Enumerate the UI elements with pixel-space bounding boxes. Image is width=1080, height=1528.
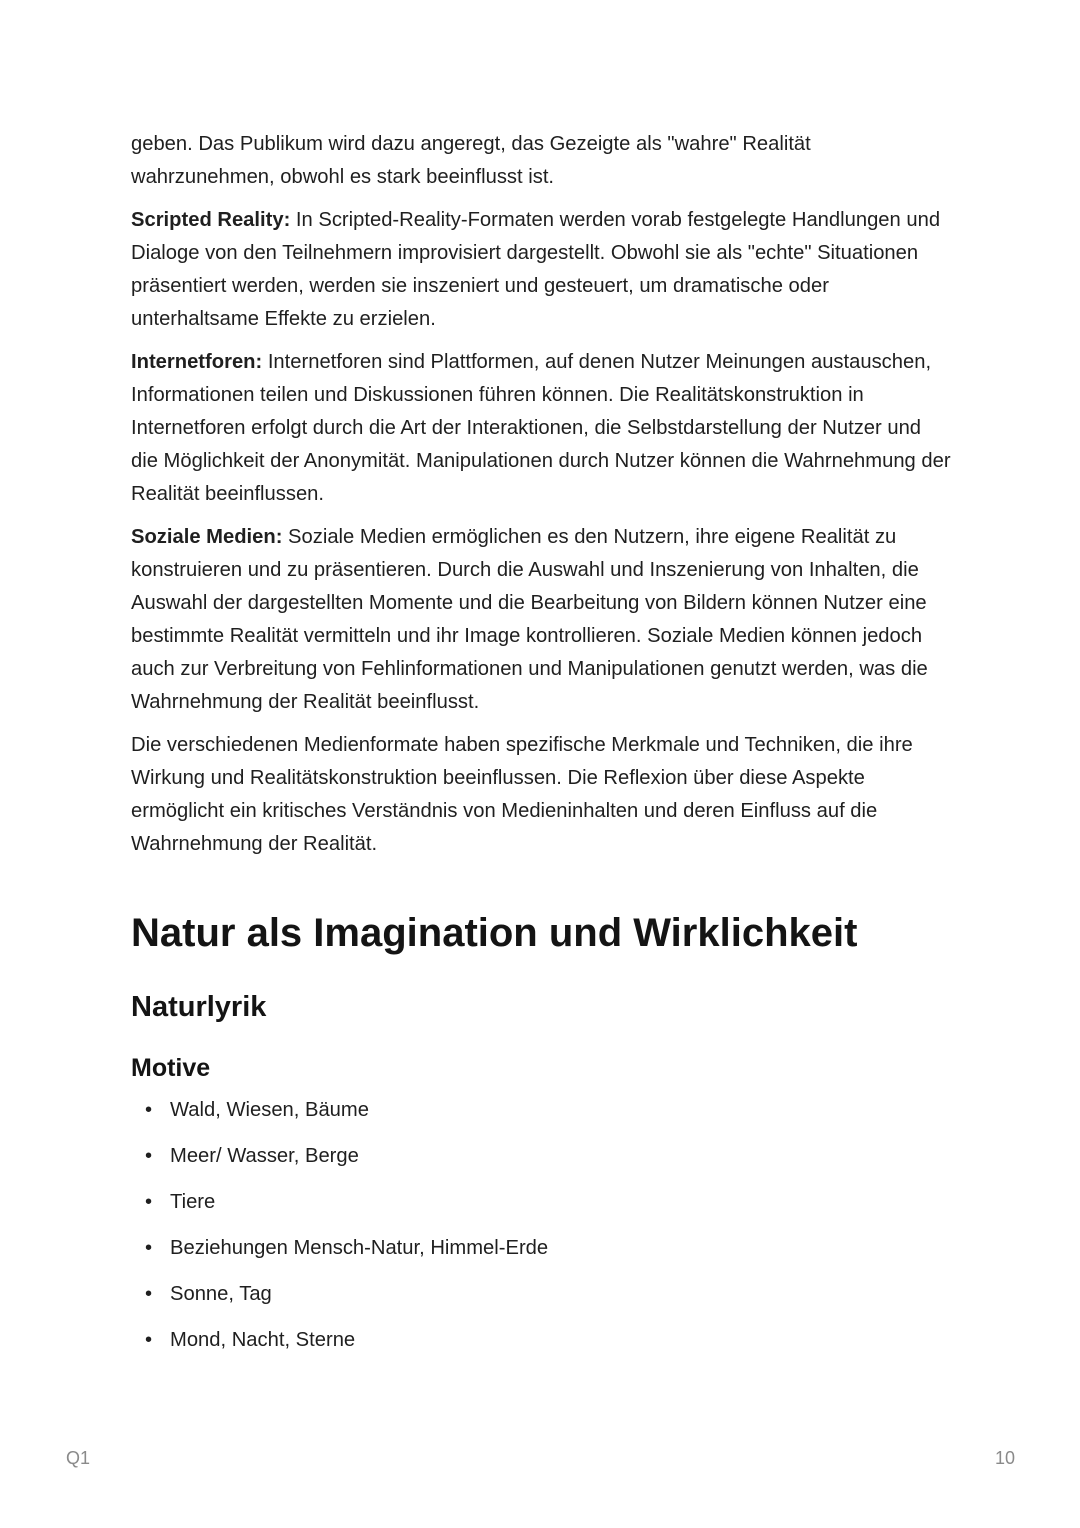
motive-list — [131, 1097, 951, 1353]
page-number: 10 — [994, 1448, 1015, 1468]
list-item — [131, 1097, 951, 1123]
page-content — [131, 128, 951, 1373]
footer-section-label: Q1 — [66, 1448, 91, 1468]
list-item — [131, 1327, 951, 1353]
paragraph-text: Soziale Medien ermöglichen es den Nutzern, ihre eigene Realität zu konstruieren und zu präsentieren. Durch die Auswahl und Inszenierung von Inhalten, die Auswahl der dargestellten Momente und die Bearbeitung von Bildern können Nutzer eine bestimmte Realität vermitteln und ihr Image kontrollieren. Soziale Medien können jedoch auch zur Verbreitung von Fehlinformationen und Manipulationen genutzt werden, was die Wahrnehmung der Realität beeinflusst. — [131, 526, 928, 713]
subsubsection-heading: Motive — [131, 1054, 211, 1082]
list-item-text: Sonne, Tag — [170, 1283, 272, 1305]
list-item-text: Beziehungen Mensch-Natur, Himmel-Erde — [170, 1237, 549, 1259]
bullet-icon: • — [145, 1145, 153, 1167]
bullet-icon: • — [145, 1099, 153, 1121]
paragraph-intro — [131, 128, 951, 194]
bullet-icon: • — [145, 1237, 153, 1259]
list-item-text: Tiere — [170, 1191, 216, 1213]
paragraph-summary — [131, 729, 951, 861]
paragraph-text: In Scripted-Reality-Formaten werden vorab festgelegte Handlungen und Dialoge von den Teilnehmern improvisiert dargestellt. Obwohl sie als "echte" Situationen präsentiert werden, werden sie inszeniert und gesteuert, um dramatische oder unterhaltsame Effekte zu erzielen. — [131, 209, 941, 330]
list-item — [131, 1235, 951, 1261]
paragraph-internetforen — [131, 346, 951, 511]
term-label: Internetforen: — [131, 351, 263, 373]
paragraph-text: Internetforen sind Plattformen, auf denen Nutzer Meinungen austauschen, Informationen teilen und Diskussionen führen können. Die Realitätskonstruktion in Internetforen erfolgt durch die Art der Interaktionen, die Selbstdarstellung der Nutzer und die Möglichkeit der Anonymität. Manipulationen durch Nutzer können die Wahrnehmung der Realität beeinflussen. — [131, 351, 951, 505]
term-label: Scripted Reality: — [131, 209, 291, 231]
paragraph-soziale-medien — [131, 521, 951, 719]
paragraph-text: Die verschiedenen Medienformate haben spezifische Merkmale und Techniken, die ihre Wirkung und Realitätskonstruktion beeinflussen. Die Reflexion über diese Aspekte ermöglicht ein kritisches Verständnis von Medieninhalten und deren Einfluss auf die Wahrnehmung der Realität. — [131, 734, 913, 855]
bullet-icon: • — [145, 1191, 153, 1213]
paragraph-text: geben. Das Publikum wird dazu angeregt, das Gezeigte als "wahre" Realität wahrzunehmen, obwohl es stark beeinflusst ist. — [131, 133, 811, 188]
term-label: Soziale Medien: — [131, 526, 283, 548]
list-item-text: Wald, Wiesen, Bäume — [170, 1099, 369, 1121]
list-item-text: Mond, Nacht, Sterne — [170, 1329, 356, 1351]
bullet-icon: • — [145, 1329, 153, 1351]
bullet-icon: • — [145, 1283, 153, 1305]
list-item — [131, 1281, 951, 1307]
list-item — [131, 1143, 951, 1169]
subsection-heading: Naturlyrik — [131, 991, 267, 1023]
list-item-text: Meer/ Wasser, Berge — [170, 1145, 359, 1167]
paragraph-scripted-reality — [131, 204, 951, 336]
list-item — [131, 1189, 951, 1215]
section-heading: Natur als Imagination und Wirklichkeit — [131, 911, 858, 955]
